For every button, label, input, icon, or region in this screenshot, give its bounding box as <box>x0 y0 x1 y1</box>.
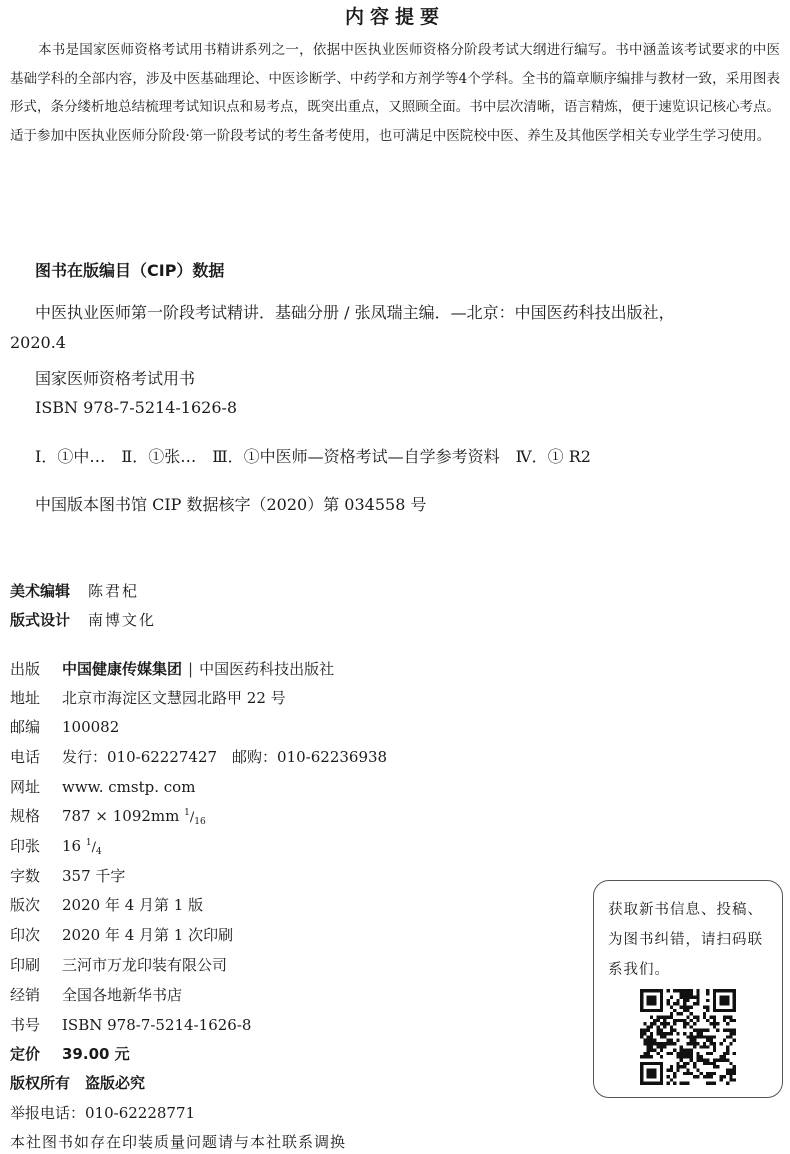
row-label: 版次 <box>10 896 41 914</box>
row-value: 全国各地新华书店 <box>62 986 183 1004</box>
row-sheets: 印张 16 $^1/_4$ <box>10 837 102 857</box>
row-label: 经销 <box>10 986 41 1004</box>
format-size: 787 × 1092mm <box>62 807 180 825</box>
row-label: 网址 <box>10 778 41 796</box>
qr-code-icon[interactable] <box>640 989 736 1085</box>
qr-contact-box <box>593 880 783 1098</box>
credit-label: 版式设计 <box>10 611 71 629</box>
cip-series: 国家医师资格考试用书 <box>35 369 196 388</box>
row-edition <box>10 894 203 915</box>
row-label: 字数 <box>10 867 41 885</box>
row-value: ISBN 978-7-5214-1626-8 <box>62 1016 252 1034</box>
page-title: 内容提要 <box>344 6 445 28</box>
row-label: 地址 <box>10 689 41 707</box>
format-numerator: 1 <box>184 808 190 818</box>
publisher-separator: | <box>188 660 194 678</box>
website-link[interactable]: www. cmstp. com <box>62 778 196 796</box>
row-value: 39.00 元 <box>62 1045 130 1063</box>
sheets-whole: 16 <box>62 837 82 855</box>
row-value: 2020 年 4 月第 1 版 <box>62 896 204 914</box>
row-label: 规格 <box>10 807 41 825</box>
row-value: 2020 年 4 月第 1 次印刷 <box>62 926 234 944</box>
row-price <box>10 1043 130 1064</box>
credit-art-editor <box>10 580 139 601</box>
row-postcode <box>10 716 119 737</box>
report-label: 举报电话： <box>10 1104 86 1122</box>
row-label: 定价 <box>10 1045 41 1063</box>
row-booknum <box>10 1014 251 1035</box>
row-phone <box>10 746 387 767</box>
cip-isbn: ISBN 978-7-5214-1626-8 <box>35 398 238 417</box>
cip-heading: 图书在版编目（CIP）数据 <box>35 261 225 280</box>
row-printer <box>10 954 227 975</box>
cip-year-line: 2020.4 <box>10 333 66 352</box>
publisher-name: 中国医药科技出版社 <box>199 660 335 678</box>
summary-paragraph: 本书是国家医师资格考试用书精讲系列之一，依据中医执业医师资格分阶段考试大纲进行编写。书中涵盖该考试要求的中医基础学科的全部内容，涉及中医基础理论、中医诊断学、中药学和方剂学等4个学科。全书的篇章顺序编排与教材一致，采用图表形式，条分缕析地总结梳理考试知识点和易考点，既突出重点，又照顾全面。书中层次清晰，语言精炼，便于速览识记核心考点。适于参加中医执业医师分阶段·第一阶段考试的考生备考使用，也可满足中医院校中医、养生及其他医学相关专业学生学习使用。 <box>10 42 780 144</box>
report-number: 010-62228771 <box>85 1104 196 1122</box>
row-label: 邮编 <box>10 718 41 736</box>
credit-value: 南博文化 <box>88 611 157 629</box>
cip-record: 中国版本图书馆 CIP 数据核字（2020）第 034558 号 <box>35 495 427 514</box>
row-label: 印次 <box>10 926 41 944</box>
rights-notice: 版权所有 盗版必究 <box>10 1074 146 1092</box>
row-value: 357 千字 <box>62 867 126 885</box>
row-label: 印张 <box>10 837 41 855</box>
cip-title-line: 中医执业医师第一阶段考试精讲．基础分册 / 张凤瑞主编．—北京：中国医药科技出版社， <box>35 303 675 322</box>
credit-label: 美术编辑 <box>10 582 71 600</box>
qr-box-text: 获取新书信息、投稿、为图书纠错，请扫码联系我们。 <box>608 902 763 978</box>
quality-note: 本社图书如存在印装质量问题请与本社联系调换 <box>10 1133 347 1151</box>
cip-classification: Ⅰ．①中… Ⅱ．①张… Ⅲ．①中医师—资格考试—自学参考资料 Ⅳ．① R2 <box>35 447 591 466</box>
credit-layout <box>10 609 156 630</box>
row-report <box>10 1102 195 1123</box>
row-value: 北京市海淀区文慧园北路甲 22 号 <box>62 689 286 707</box>
row-label: 书号 <box>10 1016 41 1034</box>
row-address <box>10 687 286 708</box>
row-value: 三河市万龙印装有限公司 <box>62 956 228 974</box>
format-denominator: 16 <box>194 817 206 827</box>
row-format: 规格 787 × 1092mm $^1/_{16}$ <box>10 807 206 827</box>
sheets-numerator: 1 <box>85 838 92 848</box>
row-label: 出版 <box>10 660 41 678</box>
row-label: 电话 <box>10 748 41 766</box>
credit-value: 陈君杞 <box>88 582 140 600</box>
publisher-group: 中国健康传媒集团 <box>62 660 183 678</box>
sheets-denominator: 4 <box>96 847 102 857</box>
row-publisher <box>10 658 334 679</box>
row-label: 印刷 <box>10 956 41 974</box>
row-website <box>10 776 195 797</box>
row-words <box>10 865 125 886</box>
row-printing <box>10 924 233 945</box>
row-value: 100082 <box>62 718 120 736</box>
row-distributor <box>10 984 182 1005</box>
row-value: 发行：010-62227427 邮购：010-62236938 <box>62 748 388 766</box>
